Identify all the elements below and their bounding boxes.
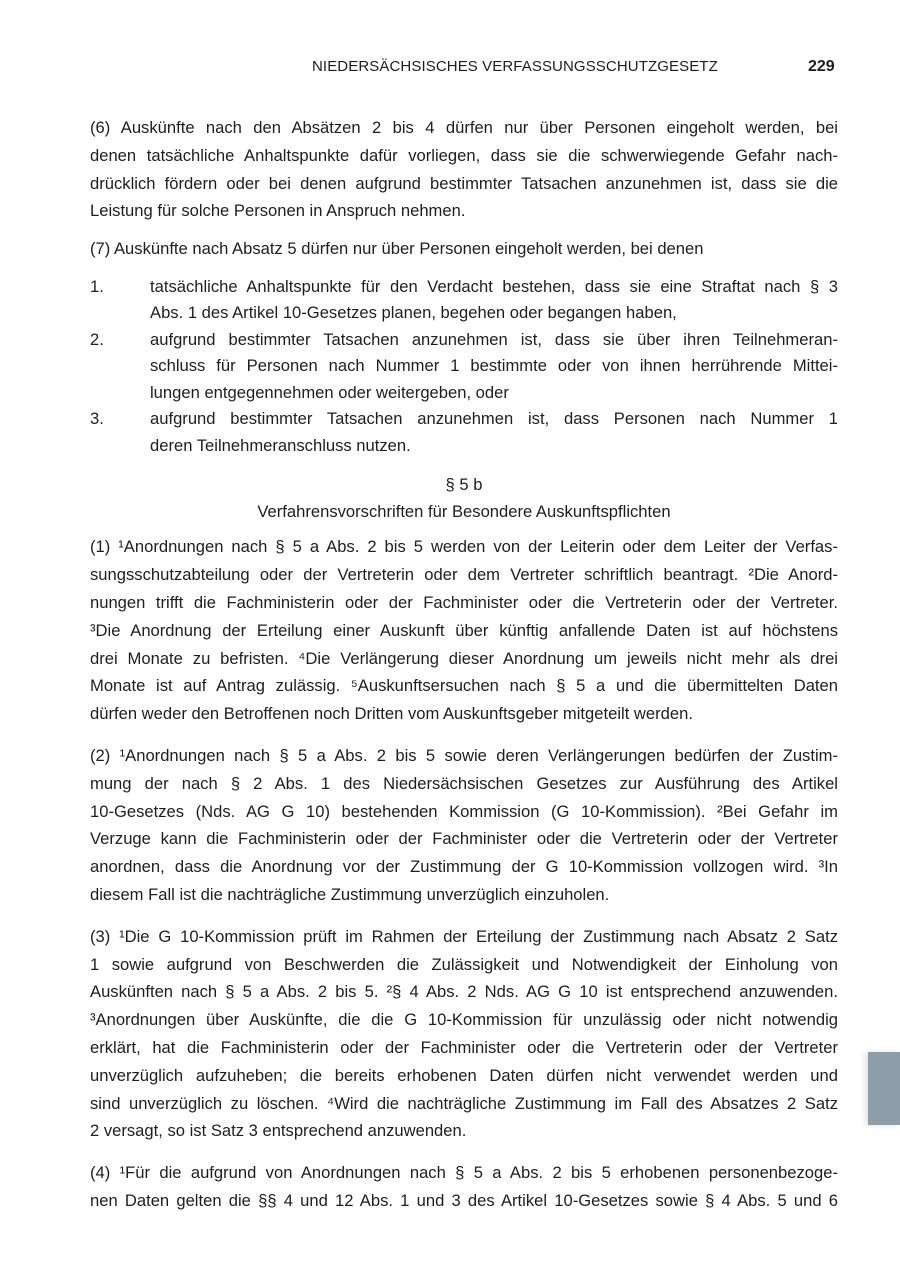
text-line: drücklich fördern oder bei denen aufgrund bestimmter Tatsachen anzunehmen ist, dass sie die [90,173,838,193]
text-line: sungsschutzabteilung oder der Vertreterin oder dem Vertreter schriftlich beantragt. ²Die Anord- [90,565,838,585]
list-item [90,274,838,327]
text-line: mung der nach § 2 Abs. 1 des Niedersächsischen Gesetzes zur Ausführung des Artikel [90,773,838,793]
text-line: 1 sowie aufgrund von Beschwerden die Zulässigkeit und Notwendigkeit der Einholung von [90,954,838,974]
paragraph-7 [90,235,838,263]
section-title: Verfahrensvorschriften für Besondere Auskunftspflichten [257,502,671,522]
list-item [90,327,838,407]
text-line: diesem Fall ist die nachträgliche Zustimmung unverzüglich einzuholen. [90,885,610,905]
text-line: Auskünften nach § 5 a Abs. 2 bis 5. ²§ 4 Abs. 2 Nds. AG G 10 ist entsprechend anzuwenden. [90,982,838,1002]
text-line: (7) Auskünfte nach Absatz 5 dürfen nur über Personen eingeholt werden, bei denen [90,239,704,259]
text-line: Leistung für solche Personen in Anspruch nehmen. [90,201,466,221]
paragraph-6 [90,114,838,225]
text-line: drei Monate zu befristen. ⁴Die Verlängerung dieser Anordnung um jeweils nicht mehr als drei [90,648,838,668]
text-line: nen Daten gelten die §§ 4 und 12 Abs. 1 und 3 des Artikel 10-Gesetzes sowie § 4 Abs. 5 und 6 [90,1191,838,1211]
text-line: anordnen, dass die Anordnung vor der Zustimmung der G 10-Kommission vollzogen wird. ³In [90,857,838,877]
text-line: aufgrund bestimmter Tatsachen anzunehmen ist, dass Personen nach Nummer 1 [150,409,838,429]
text-line: lungen entgegennehmen oder weitergeben, oder [150,382,509,402]
text-line: sind unverzüglich zu löschen. ⁴Wird die nachträgliche Zustimmung im Fall des Absatzes 2 Satz [90,1093,838,1113]
paragraph-1 [90,533,838,728]
list-item-number: 2. [90,329,104,349]
text-line: Abs. 1 des Artikel 10-Gesetzes planen, begehen oder begangen haben, [150,303,677,323]
text-line: 10-Gesetzes (Nds. AG G 10) bestehenden Kommission (G 10-Kommission). ²Bei Gefahr im [90,801,838,821]
text-line: schluss für Personen nach Nummer 1 bestimmte oder von ihnen herrührende Mittei- [150,356,838,376]
section-heading [90,471,838,525]
text-line: (1) ¹Anordnungen nach § 5 a Abs. 2 bis 5 werden von der Leiterin oder dem Leiter der Verfas- [90,537,838,557]
text-line: denen tatsächliche Anhaltspunkte dafür vorliegen, dass sie die schwerwiegende Gefahr nach- [90,145,838,165]
text-line: tatsächliche Anhaltspunkte für den Verdacht bestehen, dass sie eine Straftat nach § 3 [150,276,838,296]
text-line: 2 versagt, so ist Satz 3 entsprechend anzuwenden. [90,1121,467,1141]
page-number: 229 [808,58,835,75]
text-line: erklärt, hat die Fachministerin oder der Fachminister oder die Vertreterin oder der Vertreter [90,1038,838,1058]
text-line: (3) ¹Die G 10-Kommission prüft im Rahmen der Erteilung der Zustimmung nach Absatz 2 Satz [90,926,838,946]
numbered-list [90,274,838,460]
paragraph-4 [90,1159,838,1215]
list-item-number: 1. [90,276,104,296]
text-line: Monate ist auf Antrag zulässig. ⁵Auskunftsersuchen nach § 5 a und die übermittelten Daten [90,676,838,696]
chapter-thumb-tab [868,1052,900,1125]
list-item [90,406,838,459]
running-header [0,58,900,80]
list-item-number: 3. [90,409,104,429]
running-header-title: NIEDERSÄCHSISCHES VERFASSUNGSSCHUTZGESETZ [312,58,718,75]
text-line: ³Anordnungen über Auskünfte, die die G 10-Kommission für unzulässig oder nicht notwendig [90,1010,838,1030]
text-line: ³Die Anordnung der Erteilung einer Auskunft über künftig anfallende Daten ist auf höchstens [90,620,838,640]
text-line: (4) ¹Für die aufgrund von Anordnungen nach § 5 a Abs. 2 bis 5 erhobenen personenbezoge- [90,1163,838,1183]
text-line: (6) Auskünfte nach den Absätzen 2 bis 4 dürfen nur über Personen eingeholt werden, bei [90,118,838,137]
page-body [90,114,838,1229]
text-line: dürfen weder den Betroffenen noch Dritten vom Auskunftsgeber mitgeteilt werden. [90,704,693,724]
text-line: unverzüglich aufzuheben; die bereits erhobenen Daten dürfen nicht verwendet werden und [90,1065,838,1085]
text-line: aufgrund bestimmter Tatsachen anzunehmen ist, dass sie über ihren Teilnehmeran- [150,329,838,349]
section-number: § 5 b [445,475,483,495]
text-line: Verzuge kann die Fachministerin oder der Fachminister oder die Vertreterin oder der Vertreter [90,829,838,849]
paragraph-3 [90,923,838,1145]
paragraph-2 [90,742,838,909]
text-line: deren Teilnehmeranschluss nutzen. [150,435,411,455]
text-line: nungen trifft die Fachministerin oder der Fachminister oder die Vertreterin oder der Vertreter. [90,593,838,613]
text-line: (2) ¹Anordnungen nach § 5 a Abs. 2 bis 5 sowie deren Verlängerungen bedürfen der Zustim- [90,746,838,766]
